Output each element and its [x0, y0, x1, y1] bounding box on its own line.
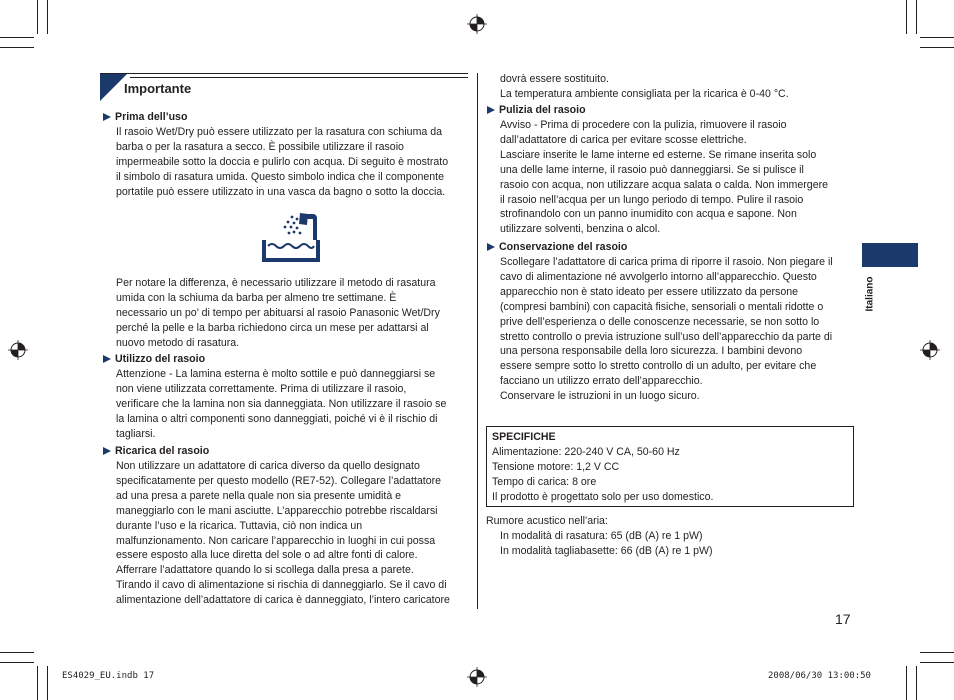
subsection-heading: Prima dell’uso: [103, 110, 187, 125]
subsection-heading: Conservazione del rasoio: [487, 240, 627, 255]
crop-mark: [0, 37, 34, 38]
paragraph: Attenzione - La lamina esterna è molto sottile e può danneggiarsi se non viene utilizzata correttamente. Prima di utilizzare il rasoio, verificare che la lamina non sia danneggiata. Non utilizzare il rasoio se la lamina o altri componenti sono danneggiati, poiché vi è il rischio di tagliarsi.: [116, 368, 447, 440]
crop-mark: [920, 47, 954, 48]
crop-mark: [0, 652, 34, 653]
crop-mark: [906, 666, 907, 700]
subsection-heading: Utilizzo del rasoio: [103, 352, 205, 367]
footer-datetime: 2008/06/30 13:00:50: [768, 671, 871, 681]
footer-file: ES4029_EU.indb 17: [62, 671, 155, 681]
wet-shaving-bath-shower-icon: [260, 210, 322, 266]
triangle-bullet-icon: [103, 447, 111, 455]
crop-mark: [906, 0, 907, 34]
specs-list: Alimentazione: 220-240 V CA, 50-60 Hz Tensione motore: 1,2 V CC Tempo di carica: 8 ore Il prodotto è progettato solo per uso domestico.: [492, 446, 714, 503]
subsection-heading: Pulizia del rasoio: [487, 103, 586, 118]
crop-mark: [37, 0, 38, 34]
crop-mark: [920, 37, 954, 38]
crop-mark: [920, 662, 954, 663]
paragraph: Per notare la differenza, è necessario utilizzare il metodo di rasatura umida con la schiuma da barba per almeno tre settimane. È necessario un po’ di tempo per abituarsi al rasoio Panasonic Wet/Dry perché la pelle e la barba richiedono circa un mese per adattarsi al nuovo metodo di rasatura.: [116, 277, 440, 349]
crop-mark: [0, 47, 34, 48]
paragraph: Scollegare l’adattatore di carica prima di riporre il rasoio. Non piegare il cavo di alimentazione né avvolgerlo intorno all’apparecchio. Questo apparecchio non è stato ideato per essere utilizzato da persone (compresi bambini) con capacità fisiche, sensoriali o mentali ridotte o prive dell’esperienza o delle conoscenze necessarie, se non sotto lo stretto controllo o previa istruzione sull’uso dell’apparecchio da parte di una persona responsabile della loro sicurezza. I bambini devono essere sempre sotto lo stretto controllo di un adulto, per evitare che facciano un utilizzo errato dell’apparecchio. Conservare le istruzioni in un luogo sicuro.: [500, 256, 833, 403]
heading-rule: [100, 73, 468, 74]
paragraph: Avviso - Prima di procedere con la pulizia, rimuovere il rasoio dall’adattatore di carica per evitare scosse elettriche. Lasciare inserite le lame interne ed esterne. Se rimane inserita solo una delle lame interne, il rasoio può danneggiarsi. Se si pulisce il rasoio con acqua, non utilizzare acqua salata o calda. Non immergere il rasoio nell’acqua per un lungo periodo di tempo. Pulire il rasoio strofinandolo con un panno inumidito con acqua e sapone. Non utilizzare solventi, benzina o alcol.: [500, 119, 829, 236]
column-divider: [477, 73, 478, 609]
page-number: 17: [835, 611, 851, 627]
crop-mark: [0, 662, 34, 663]
section-heading: Importante: [124, 81, 192, 96]
registration-mark-icon: [8, 340, 28, 360]
triangle-bullet-icon: [103, 355, 111, 363]
subsection-heading: Ricarica del rasoio: [103, 444, 209, 459]
language-tab: [858, 270, 882, 318]
specs-title: SPECIFICHE: [492, 431, 556, 443]
crop-mark: [47, 0, 48, 34]
specs-box: [486, 426, 854, 507]
triangle-bullet-icon: [103, 113, 111, 121]
crop-mark: [37, 666, 38, 700]
registration-mark-icon: [467, 667, 487, 687]
crop-mark: [920, 652, 954, 653]
crop-mark: [47, 666, 48, 700]
paragraph: dovrà essere sostituito. La temperatura ambiente consigliata per la ricarica è 0-40 °C.: [500, 73, 789, 100]
triangle-bullet-icon: [487, 106, 495, 114]
crop-mark: [916, 666, 917, 700]
language-tab-block: [862, 243, 918, 267]
heading-rule: [130, 77, 468, 78]
noise-label: Rumore acustico nell’aria:: [486, 515, 608, 527]
paragraph: Il rasoio Wet/Dry può essere utilizzato per la rasatura con schiuma da barba o per la rasatura a secco. È possibile utilizzare il rasoio impermeabile sotto la doccia e pulirlo con acqua. Di seguito è mostrato il simbolo di rasatura umida. Questo simbolo indica che il componente portatile può essere utilizzato in una vasca da bagno o sotto la doccia.: [116, 126, 449, 198]
paragraph: Non utilizzare un adattatore di carica diverso da quello designato specificatamente per questo modello (RE7-52). Collegare l’adattatore ad una presa a parete nella quale non sia presente umidità e maneggiarlo con le mani asciutte. L’apparecchio potrebbe riscaldarsi durante l’uso e la ricarica. Tuttavia, ciò non indica un malfunzionamento. Non caricare l’apparecchio in luoghi in cui possa essere esposto alla luce diretta del sole o ad altre fonti di calore. Afferrare l’adattatore quando lo si scollega dalla presa a parete. Tirando il cavo di alimentazione si rischia di danneggiarlo. Se il cavo di alimentazione dell’adattatore di carica è danneggiato, l’intero caricatore: [116, 460, 450, 607]
registration-mark-icon: [920, 340, 940, 360]
registration-mark-icon: [467, 14, 487, 34]
noise-values: In modalità di rasatura: 65 (dB (A) re 1 pW) In modalità tagliabasette: 66 (dB (A) re 1 pW): [500, 530, 713, 557]
language-label: Italiano: [864, 276, 876, 312]
crop-mark: [916, 0, 917, 34]
triangle-bullet-icon: [487, 243, 495, 251]
